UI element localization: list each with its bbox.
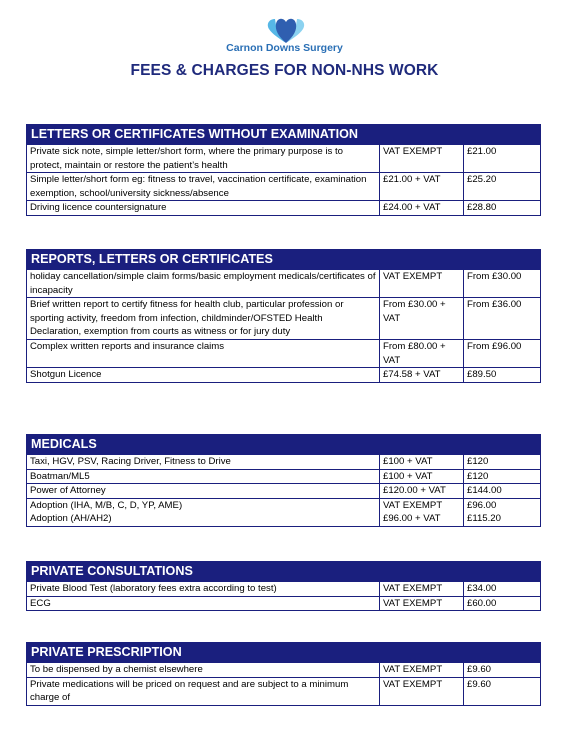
fee-vat: VAT EXEMPT: [380, 582, 464, 597]
table-row: [27, 173, 541, 201]
surgery-name: Carnon Downs Surgery: [226, 42, 343, 54]
fee-price: From £36.00: [464, 298, 541, 340]
fee-vat: £100 + VAT: [380, 469, 464, 484]
fee-price: £28.80: [464, 201, 541, 216]
table-row: [27, 596, 541, 611]
fee-vat-pair: [380, 498, 464, 526]
table-row: [27, 677, 541, 705]
table-row: [27, 270, 541, 298]
private-prescription-table: [26, 642, 541, 706]
fee-description: To be dispensed by a chemist elsewhere: [27, 663, 380, 678]
table-row: [27, 469, 541, 484]
fee-description: Taxi, HGV, PSV, Racing Driver, Fitness to Drive: [27, 455, 380, 470]
table-row: [27, 484, 541, 499]
fee-price: £25.20: [464, 173, 541, 201]
fee-price: From £96.00: [464, 339, 541, 367]
fee-price: £115.20: [467, 513, 501, 525]
fee-description: Private medications will be priced on request and are subject to a minimum charge of: [27, 677, 380, 705]
fee-price: £34.00: [464, 582, 541, 597]
fee-vat: VAT EXEMPT: [380, 663, 464, 678]
table-row: [27, 145, 541, 173]
fee-description: Adoption (AH/AH2): [30, 513, 112, 525]
fee-description: Boatman/ML5: [27, 469, 380, 484]
fee-description: Brief written report to certify fitness for health club, particular profession or sporting activity, freedom from infection, childminder/OFSTED Health Declaration, exemption from courts as witness or for jury duty: [27, 298, 380, 340]
private-consultations-table: [26, 561, 541, 611]
table-row: [27, 455, 541, 470]
fee-vat: £21.00 + VAT: [380, 173, 464, 201]
table-row: [27, 498, 541, 526]
letters-without-exam-table: [26, 124, 541, 216]
fee-price: £89.50: [464, 368, 541, 383]
fee-price: £120: [464, 455, 541, 470]
table-row: [27, 201, 541, 216]
page-title: FEES & CHARGES FOR NON-NHS WORK: [130, 62, 439, 79]
section-heading: REPORTS, LETTERS OR CERTIFICATES: [27, 250, 541, 270]
fee-vat: VAT EXEMPT: [380, 270, 464, 298]
section-heading: LETTERS OR CERTIFICATES WITHOUT EXAMINATION: [27, 125, 541, 145]
table-row: [27, 582, 541, 597]
table-row: [27, 368, 541, 383]
fee-description: Private sick note, simple letter/short form, where the primary purpose is to protect, maintain or restore the patient’s health: [27, 145, 380, 173]
fee-price: £60.00: [464, 596, 541, 611]
fee-vat: £120.00 + VAT: [380, 484, 464, 499]
fee-price: £9.60: [464, 677, 541, 705]
fee-vat: VAT EXEMPT: [380, 145, 464, 173]
fee-price: £9.60: [464, 663, 541, 678]
medicals-table: [26, 434, 541, 527]
fee-price: £144.00: [464, 484, 541, 499]
section-heading: MEDICALS: [27, 435, 541, 455]
fee-vat: From £30.00 + VAT: [380, 298, 464, 340]
fee-description: Adoption (IHA, M/B, C, D, YP, AME): [30, 499, 183, 511]
fee-description: Driving licence countersignature: [27, 201, 380, 216]
fee-price: £21.00: [464, 145, 541, 173]
fee-description: Shotgun Licence: [27, 368, 380, 383]
fee-description: Private Blood Test (laboratory fees extra according to test): [27, 582, 380, 597]
fee-price-pair: [464, 498, 541, 526]
table-row: [27, 298, 541, 340]
fee-description-pair: [27, 498, 380, 526]
fee-vat: VAT EXEMPT: [380, 596, 464, 611]
fee-description: Simple letter/short form eg: fitness to travel, vaccination certificate, examination exemption, school/university sickness/absence: [27, 173, 380, 201]
reports-letters-certificates-table: [26, 249, 541, 383]
fee-vat: £96.00 + VAT: [383, 513, 441, 525]
section-heading: PRIVATE CONSULTATIONS: [27, 562, 541, 582]
fee-description: holiday cancellation/simple claim forms/basic employment medicals/certificates of incapacity: [27, 270, 380, 298]
fee-vat: VAT EXEMPT: [380, 677, 464, 705]
fee-vat: VAT EXEMPT: [383, 499, 443, 511]
fee-price: From £30.00: [464, 270, 541, 298]
fee-description: Power of Attorney: [27, 484, 380, 499]
heart-logo-icon: [266, 12, 306, 46]
table-row: [27, 339, 541, 367]
fee-description: Complex written reports and insurance claims: [27, 339, 380, 367]
fee-vat: £24.00 + VAT: [380, 201, 464, 216]
fee-vat: From £80.00 + VAT: [380, 339, 464, 367]
section-heading: PRIVATE PRESCRIPTION: [27, 643, 541, 663]
fee-price: £120: [464, 469, 541, 484]
fee-vat: £100 + VAT: [380, 455, 464, 470]
fee-price: £96.00: [467, 499, 497, 511]
fee-vat: £74.58 + VAT: [380, 368, 464, 383]
fee-description: ECG: [27, 596, 380, 611]
table-row: [27, 663, 541, 678]
